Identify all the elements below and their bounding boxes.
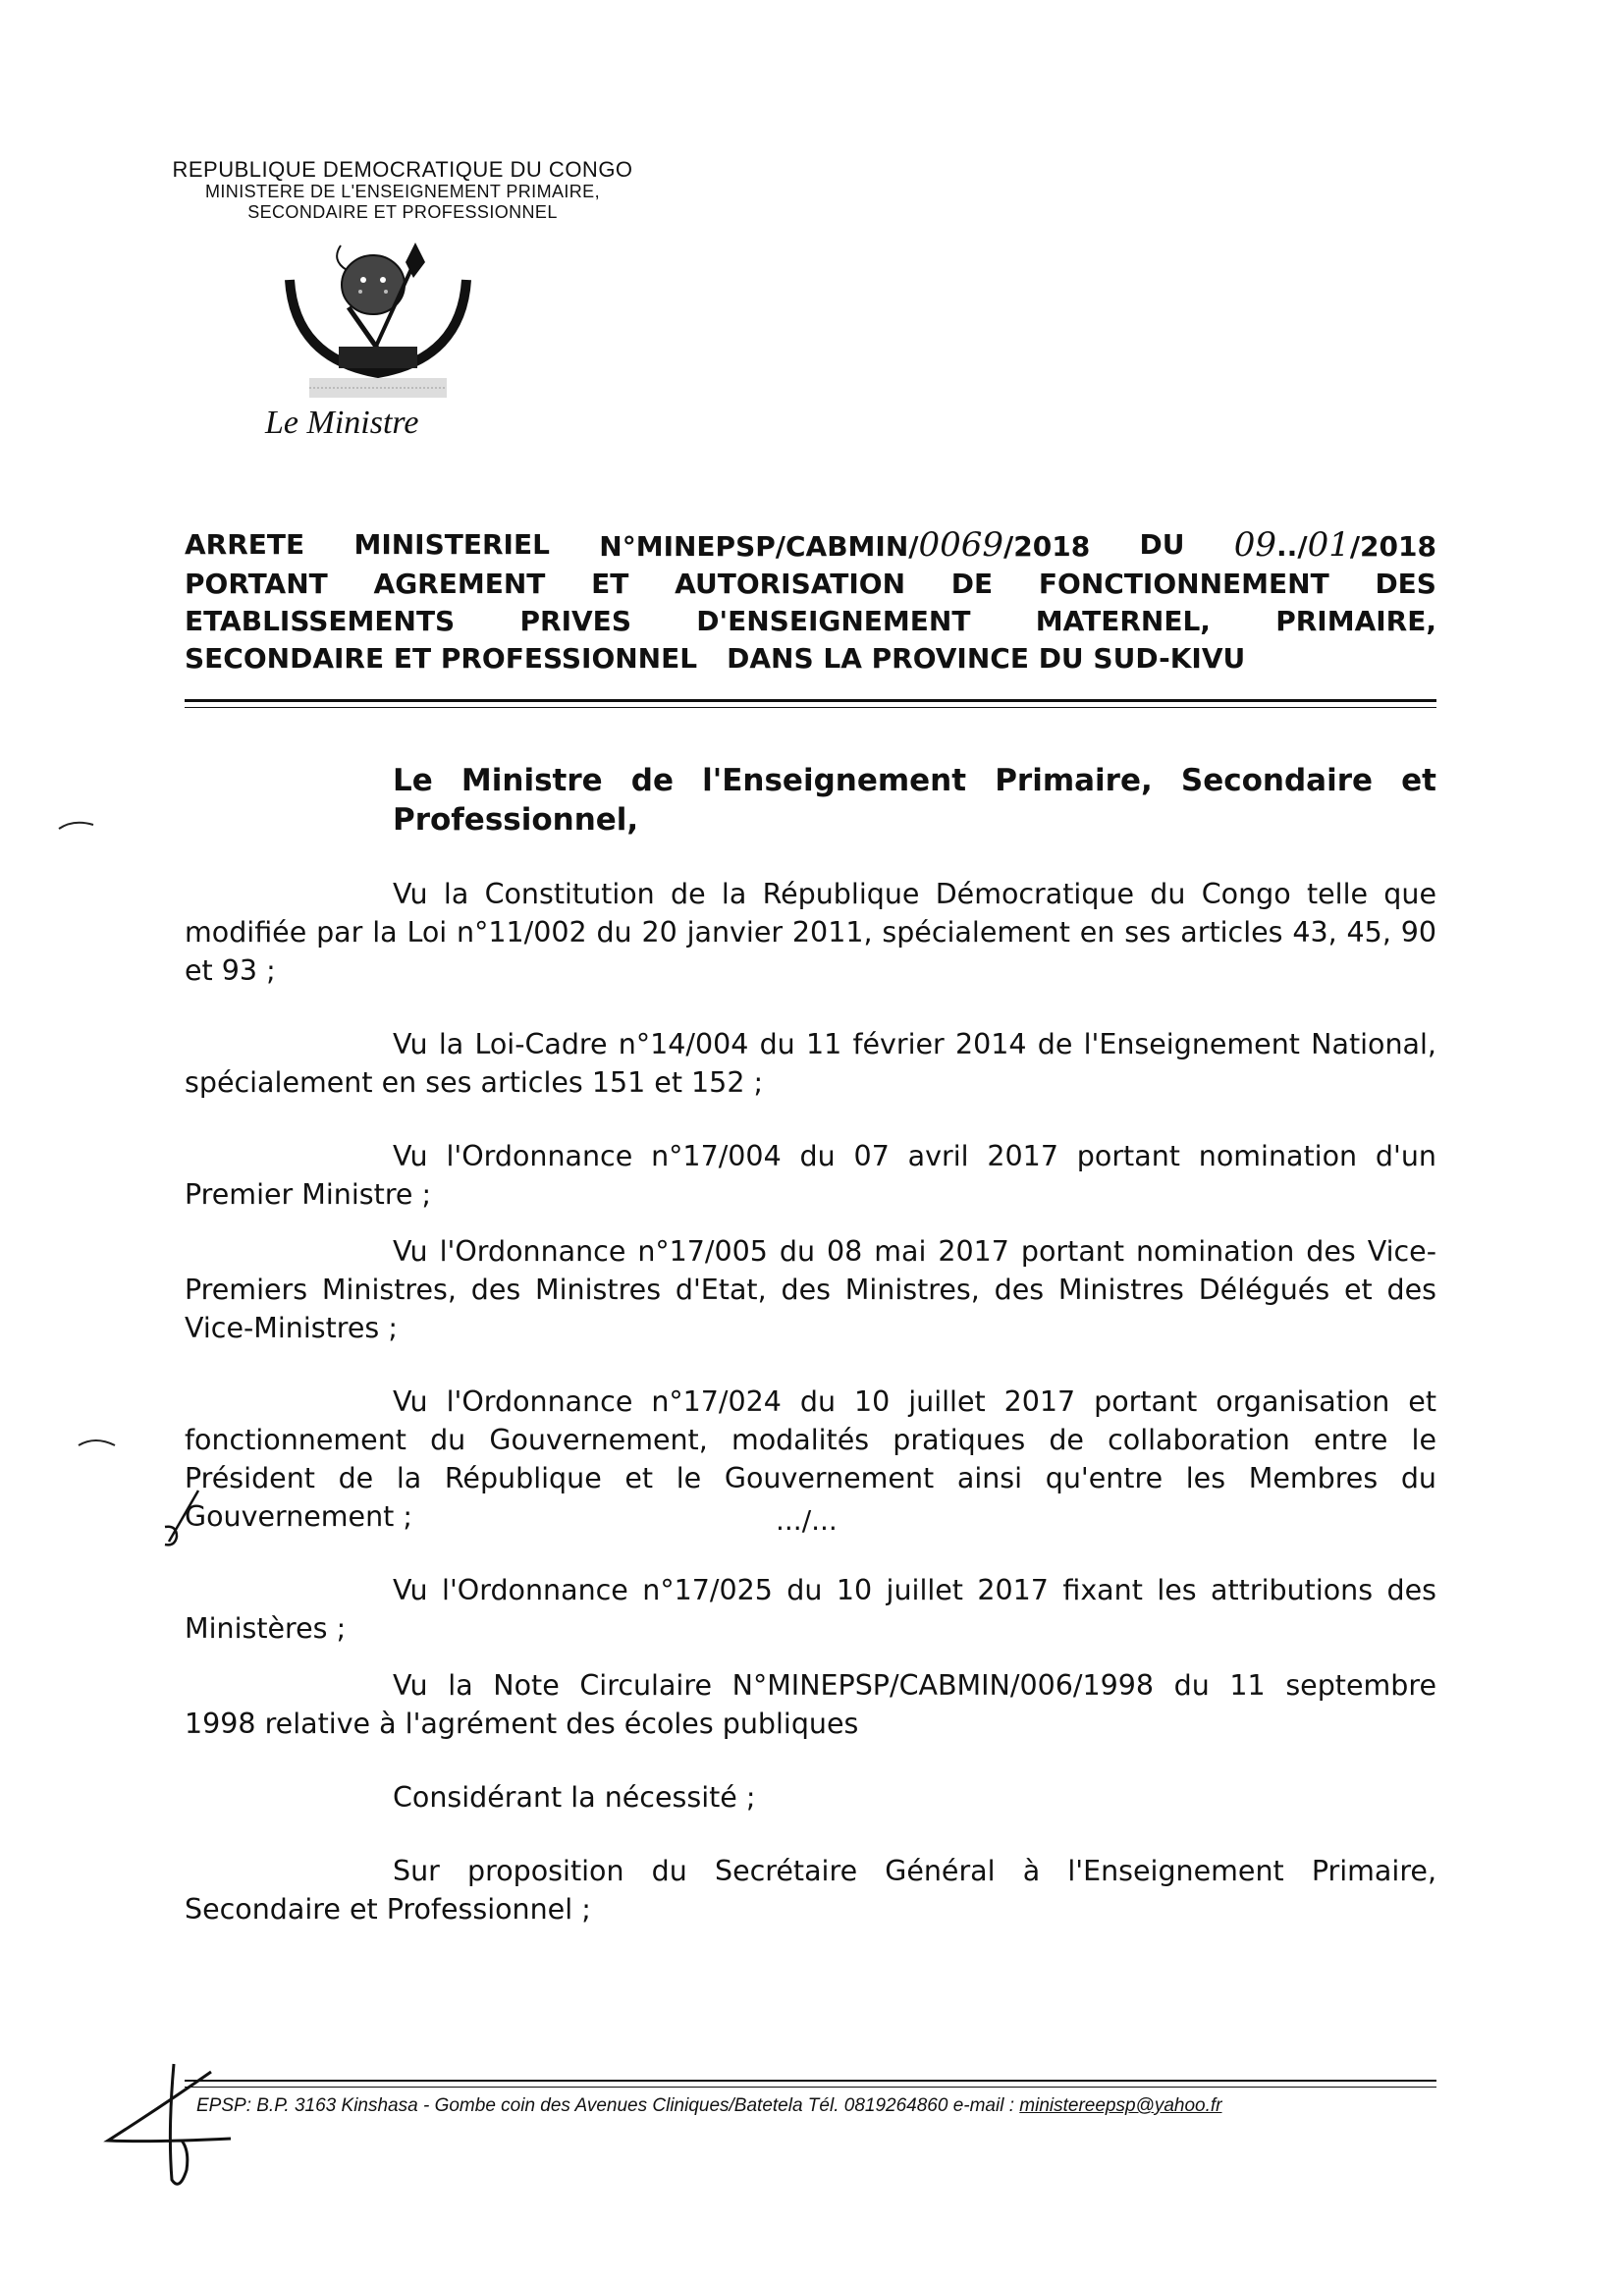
title-word: D'ENSEIGNEMENT: [696, 605, 971, 637]
decree-number: N°MINEPSP/CABMIN/0069/2018: [599, 525, 1091, 565]
title-line-2: [185, 566, 1436, 603]
title-line-3: [185, 603, 1436, 640]
paragraph-considerant: Considérant la nécessité ;: [393, 1781, 756, 1814]
paragraph-ordonnance-005: Vu l'Ordonnance n°17/005 du 08 mai 2017 portant nomination des Vice-Premiers Ministres, des Ministres d'Etat, des Ministres, des Ministres Délégués et des Vice-Ministres ;: [185, 1235, 1436, 1344]
ministry-name-line2: SECONDAIRE ET PROFESSIONNEL: [247, 201, 558, 222]
title-divider-thin: [185, 707, 1436, 708]
title-word: FONCTIONNEMENT: [1038, 568, 1329, 600]
decree-date: 09../01/2018: [1233, 525, 1436, 565]
title-word: ETABLISSEMENTS: [185, 605, 456, 637]
title-word: ARRETE: [185, 528, 305, 561]
title-word: PORTANT: [185, 568, 328, 600]
paragraph-ordonnance-004: Vu l'Ordonnance n°17/004 du 07 avril 2017 portant nomination d'un Premier Ministre ;: [185, 1140, 1436, 1211]
title-word: ET: [591, 568, 629, 600]
footer-address-text: EPSP: B.P. 3163 Kinshasa - Gombe coin des Avenues Cliniques/Batetela Tél. 0819264860 e-mail :: [196, 2095, 1020, 2116]
title-word: DE: [950, 568, 994, 600]
paragraph-sur-proposition: Sur proposition du Secrétaire Général à l'Enseignement Primaire, Secondaire et Professionnel ;: [185, 1855, 1436, 1926]
handwritten-paraph-icon: [157, 1488, 206, 1551]
title-phrase: DANS LA PROVINCE DU SUD-KIVU: [727, 642, 1246, 675]
handwritten-day: 09: [1233, 525, 1277, 565]
title-word: AGREMENT: [373, 568, 546, 600]
title-phrase: SECONDAIRE ET PROFESSIONNEL: [185, 642, 698, 675]
country-name: REPUBLIQUE DEMOCRATIQUE DU CONGO: [172, 157, 633, 182]
title-line-1: [185, 526, 1436, 566]
title-line-4: [185, 640, 1436, 678]
footer-divider-thin: [185, 2087, 1436, 2088]
handwritten-paraph-icon: [93, 2052, 241, 2195]
letterhead: [147, 157, 658, 223]
title-word: MINISTERIEL: [353, 528, 550, 561]
ministry-name-line1: MINISTERE DE L'ENSEIGNEMENT PRIMAIRE,: [205, 182, 600, 202]
coat-of-arms-icon: [270, 241, 486, 403]
title-word: AUTORISATION: [675, 568, 906, 600]
scan-mark-icon: [54, 815, 103, 835]
title-divider-thick: [185, 699, 1436, 702]
title-word: DES: [1375, 568, 1436, 600]
signatory-title: Le Ministre: [265, 405, 419, 441]
minister-heading: Le Ministre de l'Enseignement Primaire, Secondaire et Professionnel,: [393, 763, 1436, 838]
title-word: DU: [1139, 528, 1185, 561]
paragraph-ordonnance-025: Vu l'Ordonnance n°17/025 du 10 juillet 2017 fixant les attributions des Ministères ;: [185, 1574, 1436, 1645]
continued-marker: .../...: [776, 1504, 838, 1537]
decree-body: [185, 761, 1436, 1928]
paragraph-note-circulaire: Vu la Note Circulaire N°MINEPSP/CABMIN/006/1998 du 11 septembre 1998 relative à l'agrément des écoles publiques: [185, 1669, 1436, 1740]
footer-email-link[interactable]: ministereepsp@yahoo.fr: [1019, 2095, 1222, 2116]
decree-title: [185, 526, 1436, 678]
footer-address: [196, 2095, 1438, 2117]
paragraph-constitution: Vu la Constitution de la République Démocratique du Congo telle que modifiée par la Loi n°11/002 du 20 janvier 2011, spécialement en ses articles 43, 45, 90 et 93 ;: [185, 878, 1436, 987]
scan-mark-icon: [74, 1434, 123, 1453]
title-word: PRIVES: [519, 605, 631, 637]
title-word: PRIMAIRE,: [1275, 605, 1436, 637]
paragraph-ordonnance-024: Vu l'Ordonnance n°17/024 du 10 juillet 2017 portant organisation et fonctionnement du Gouvernement, modalités pratiques de collaboration entre le Président de la République et le Gouvernement ainsi qu'entre les Membres du Gouvernement ;: [185, 1385, 1436, 1533]
handwritten-month: 01: [1307, 525, 1350, 565]
paragraph-loi-cadre: Vu la Loi-Cadre n°14/004 du 11 février 2014 de l'Enseignement National, spécialement en ses articles 151 et 152 ;: [185, 1028, 1436, 1099]
footer-divider-thick: [185, 2080, 1436, 2082]
title-word: MATERNEL,: [1035, 605, 1211, 637]
handwritten-number: 0069: [918, 525, 1004, 565]
